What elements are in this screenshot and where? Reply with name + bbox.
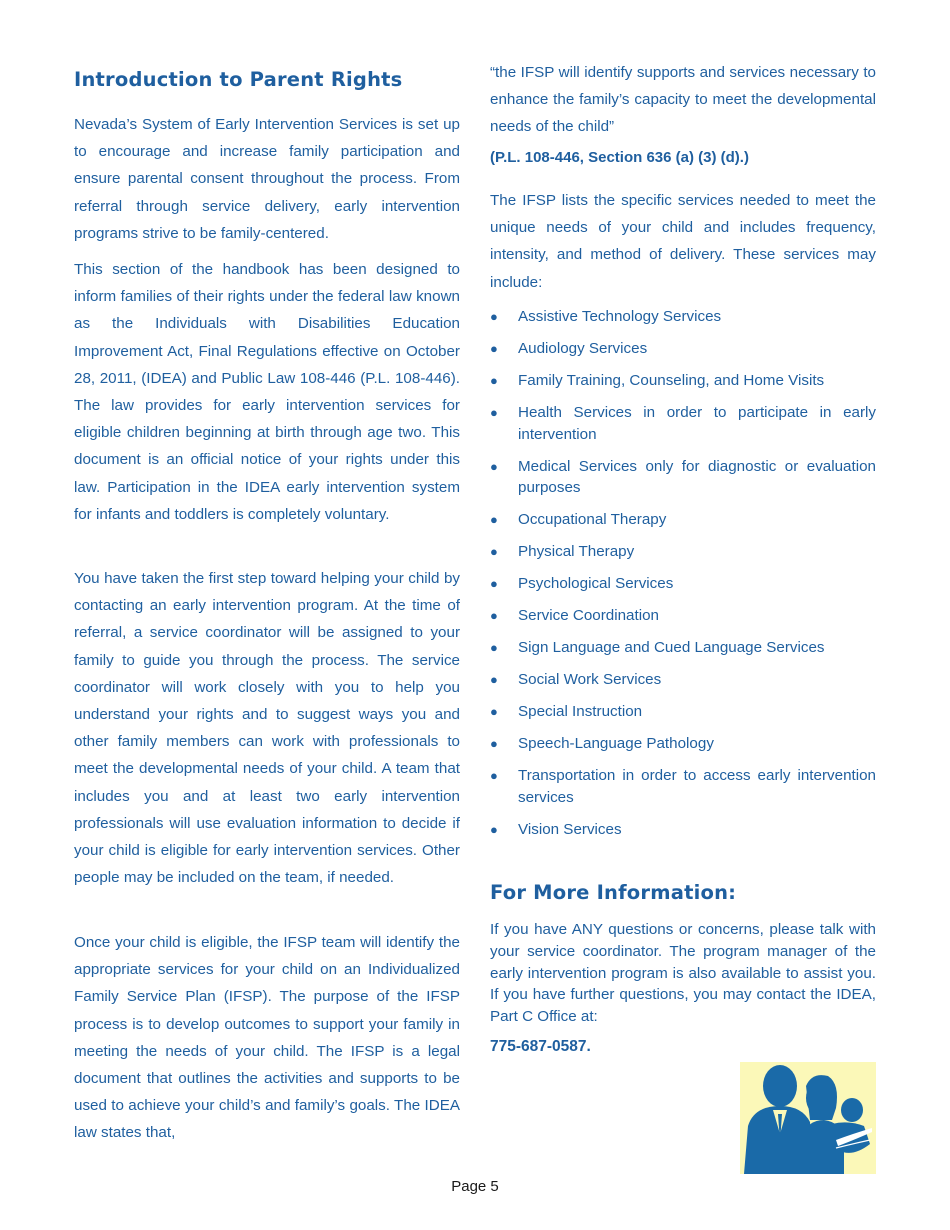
list-item: ● Family Training, Counseling, and Home Visits xyxy=(490,370,876,392)
family-illustration xyxy=(740,1062,876,1174)
list-item: ● Psychological Services xyxy=(490,573,876,595)
bullet-icon: ● xyxy=(490,512,498,527)
list-item: ● Service Coordination xyxy=(490,605,876,627)
list-item: ● Medical Services only for diagnostic or evaluation purposes xyxy=(490,457,876,496)
list-item: ● Transportation in order to access early intervention services xyxy=(490,767,876,806)
bullet-icon: ● xyxy=(490,405,498,420)
bullet-icon: ● xyxy=(490,544,498,559)
paragraph-first-step: You have taken the first step toward helping your child by contacting an early intervention program. At the time of referral, a service coordinator will be assigned to your family to guide you through the process. The service coordinator will work closely with you to help you understand your rights and to suggest ways you and other family members can work with professionals to meet the developmental needs of your child. A team that includes you and at least two early intervention professionals will use evaluation information to decide if your child is eligible for early intervention services. Other people may be included on the team, if needed. xyxy=(74,570,460,887)
list-item: ● Health Services in order to participate in early intervention xyxy=(490,404,876,443)
bullet-icon: ● xyxy=(490,608,498,623)
bullet-icon: ● xyxy=(490,576,498,591)
list-item: ● Assistive Technology Services xyxy=(490,306,876,328)
list-item: ● Occupational Therapy xyxy=(490,509,876,531)
section-heading-more-info: For More Information: xyxy=(490,881,737,904)
paragraph-intro: Nevada’s System of Early Intervention Services is set up to encourage and increase family participation and ensure parental consent throughout the process. From referral through service delivery, early intervention programs strive to be family-centered. xyxy=(74,116,460,242)
paragraph-ifsp: Once your child is eligible, the IFSP team will identify the appropriate services for your child on an Individualized Family Service Plan (IFSP). The purpose of the IFSP process is to develop outcomes to support your family in meeting the needs of your child. The IFSP is a legal document that outlines the activities and supports to be used to achieve your child’s and family’s goals. The IDEA law states that, xyxy=(74,934,460,1142)
list-item: ● Audiology Services xyxy=(490,338,876,360)
paragraph-handbook: This section of the handbook has been designed to inform families of their rights under the federal law known as the Individuals with Disabilities Education Improvement Act, Final Regulations effective on October 28, 2011, (IDEA) and Public Law 108-446 (P.L. 108-446). The law provides for early intervention services for eligible children beginning at birth through age two. This document is an official notice of your rights under this law. Participation in the IDEA early intervention system for infants and toddlers is completely voluntary. xyxy=(74,261,460,523)
ifsp-quote: “the IFSP will identify supports and services necessary to enhance the family’s capacity to meet the developmental needs of the child” xyxy=(490,64,876,136)
list-item: ● Social Work Services xyxy=(490,669,876,691)
bullet-icon: ● xyxy=(490,640,498,655)
list-item: ● Speech-Language Pathology xyxy=(490,733,876,755)
phone-number: 775-687-0587. xyxy=(490,1038,591,1055)
paragraph-more-info: If you have ANY questions or concerns, please talk with your service coordinator. The program manager of the early intervention program is also available to assist you. If you have further questions, you may contact the IDEA, Part C Office at: xyxy=(490,921,876,1026)
page-number: Page 5 xyxy=(451,1178,499,1195)
bullet-icon: ● xyxy=(490,373,498,388)
bullet-icon: ● xyxy=(490,672,498,687)
bullet-icon: ● xyxy=(490,736,498,751)
list-item: ● Vision Services xyxy=(490,819,876,841)
services-list xyxy=(490,306,876,840)
bullet-icon: ● xyxy=(490,309,498,324)
list-item: ● Physical Therapy xyxy=(490,541,876,563)
bullet-icon: ● xyxy=(490,821,498,837)
family-silhouette-icon xyxy=(740,1062,876,1174)
bullet-icon: ● xyxy=(490,768,498,783)
bullet-icon: ● xyxy=(490,458,498,474)
law-citation: (P.L. 108-446, Section 636 (a) (3) (d).) xyxy=(490,149,749,166)
paragraph-services-intro: The IFSP lists the specific services needed to meet the unique needs of your child and includes frequency, intensity, and method of delivery. These services may include: xyxy=(490,192,876,291)
list-item: ● Sign Language and Cued Language Services xyxy=(490,637,876,659)
bullet-icon: ● xyxy=(490,341,498,356)
section-heading-parent-rights: Introduction to Parent Rights xyxy=(74,68,403,91)
list-item: ● Special Instruction xyxy=(490,701,876,723)
bullet-icon: ● xyxy=(490,704,498,719)
